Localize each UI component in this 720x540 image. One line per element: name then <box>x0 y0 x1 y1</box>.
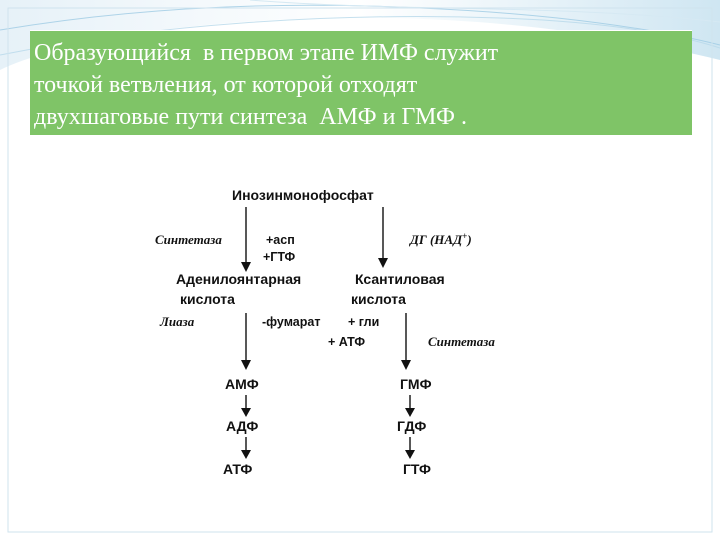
title-line-1: Образующийся в первом этапе ИМФ служит <box>34 40 499 66</box>
right-product-3: ГТФ <box>403 461 431 477</box>
left-product-2: АДФ <box>226 418 259 434</box>
right-intermediate-line-1: Ксантиловая <box>355 271 445 287</box>
arrowhead <box>405 450 415 459</box>
left-product-3: АТФ <box>223 461 253 477</box>
arrowhead <box>241 408 251 417</box>
right-enzyme-1: ДГ (НАД+) <box>410 231 472 247</box>
left-enzyme-1: Синтетаза <box>155 232 222 247</box>
title-line-2: точкой ветвления, от которой отходят <box>34 72 418 98</box>
arrowhead <box>378 258 388 268</box>
right-cofactor-2b: + АТФ <box>328 335 366 349</box>
right-product-1: ГМФ <box>400 376 432 392</box>
left-product-1: АМФ <box>225 376 259 392</box>
start-label: Инозинмонофосфат <box>232 187 374 203</box>
arrowhead <box>241 450 251 459</box>
right-product-2: ГДФ <box>397 418 427 434</box>
arrowhead <box>401 360 411 370</box>
arrowhead <box>241 360 251 370</box>
left-intermediate-line-2: кислота <box>180 291 235 307</box>
right-cofactor-2a: + гли <box>348 315 380 329</box>
left-cofactor-2: -фумарат <box>262 315 321 329</box>
right-enzyme-2: Синтетаза <box>428 334 495 349</box>
left-enzyme-2: Лиаза <box>160 314 195 329</box>
arrowhead <box>405 408 415 417</box>
left-cofactor-1a: +асп <box>266 233 295 247</box>
left-intermediate-line-1: Аденилоянтарная <box>176 271 302 287</box>
title-line-3: двухшаговые пути синтеза АМФ и ГМФ . <box>34 104 467 130</box>
left-cofactor-1b: +ГТФ <box>263 250 296 264</box>
right-intermediate-line-2: кислота <box>351 291 406 307</box>
